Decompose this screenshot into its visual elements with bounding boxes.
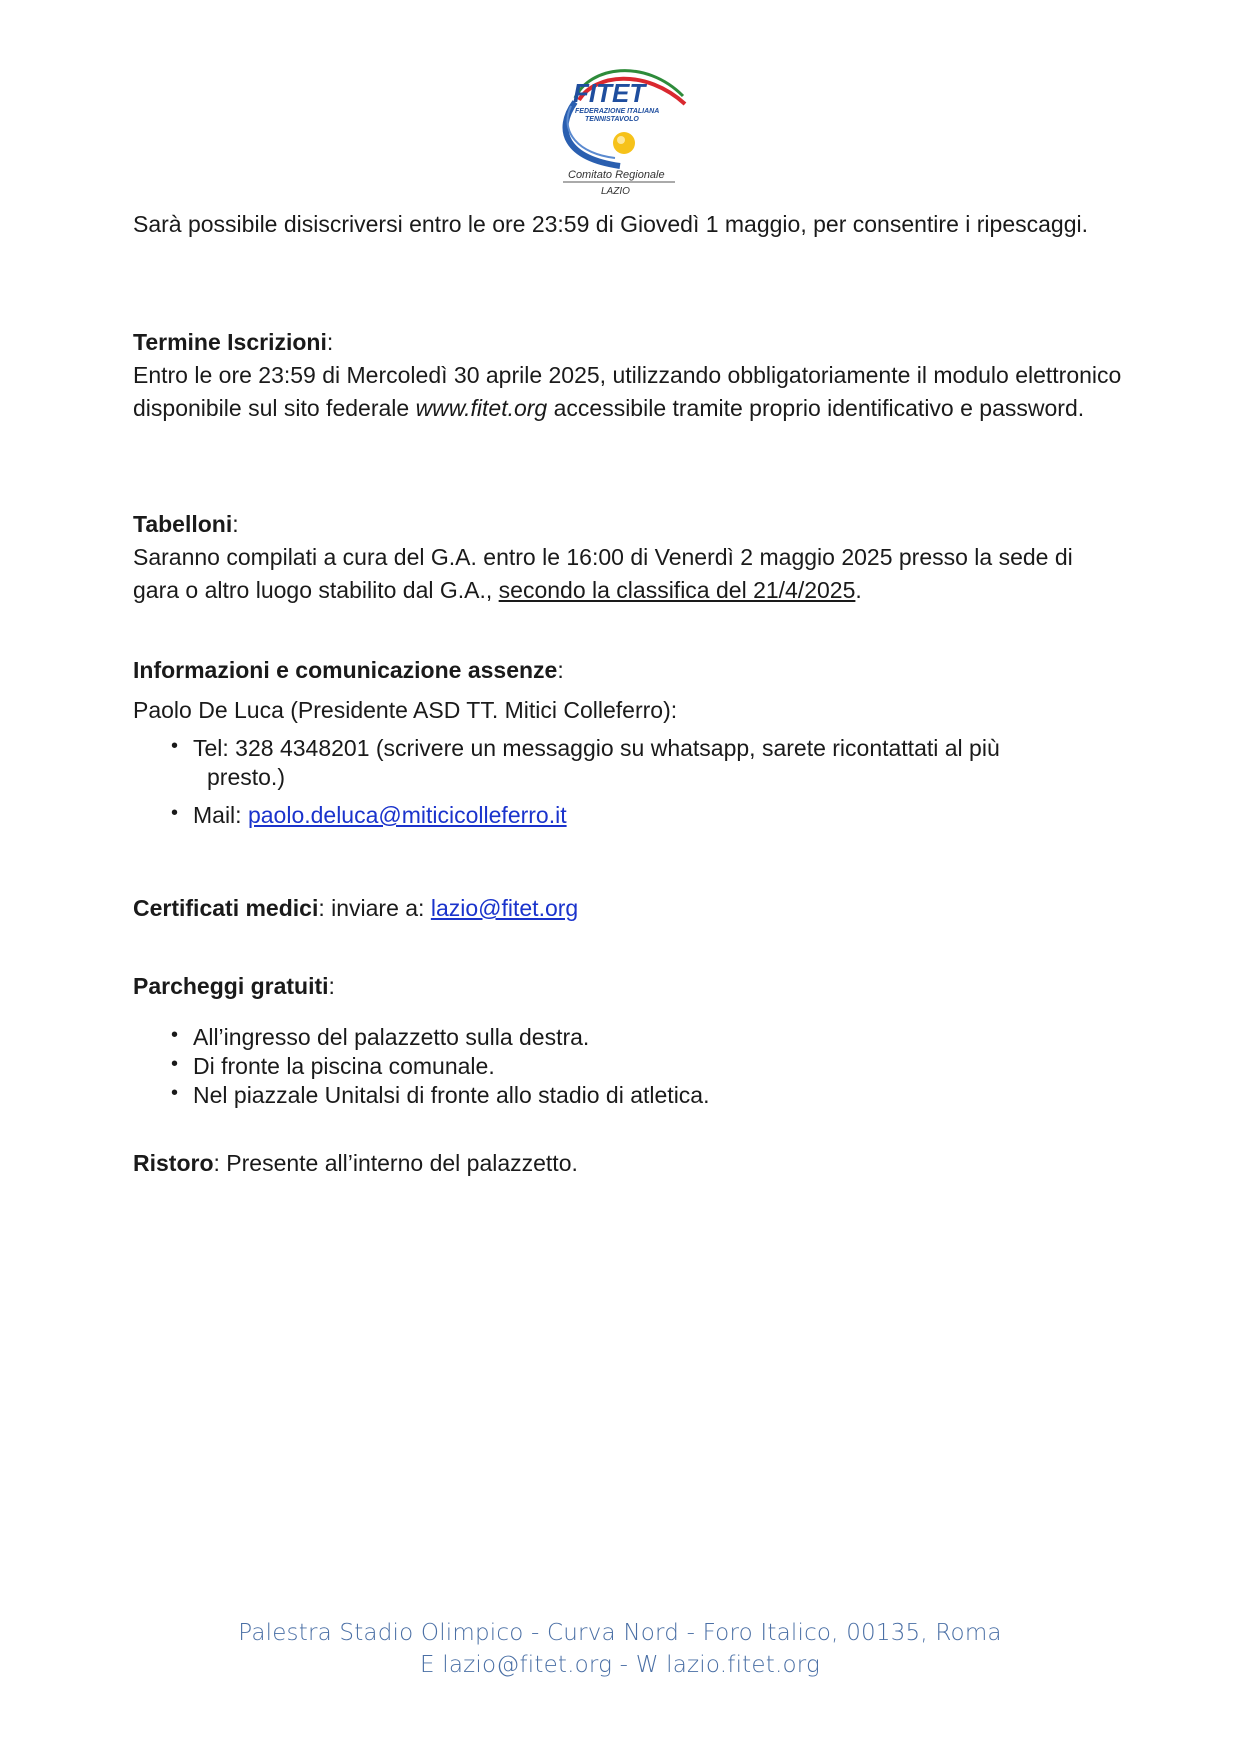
tabelloni-classifica: secondo la classifica del 21/4/2025 (498, 577, 856, 603)
ristoro-heading: Ristoro (133, 1150, 214, 1176)
termine-text (133, 359, 1123, 425)
ristoro-line (133, 1147, 1123, 1180)
parcheggi-heading-line: Parcheggi gratuiti: (133, 973, 335, 999)
termine-text-pre: Entro le ore 23:59 di Mercoledì 30 aprile 2025, utilizzando obbligatoriamente il modulo elettronico disponibile sul sito federale (133, 362, 1122, 421)
certificati-heading: Certificati medici (133, 895, 319, 921)
certificati-text: : inviare a: (318, 895, 431, 921)
certificati-section (133, 892, 1123, 925)
intro-text: Sarà possibile disiscriversi entro le ore 23:59 di Giovedì 1 maggio, per consentire i ripescaggi. (133, 211, 1088, 237)
tabelloni-text-pre: Saranno compilati a cura del G.A. entro le 16:00 di Venerdì 2 maggio 2025 presso la sede di gara o altro luogo stabilito dal G.A., (133, 544, 1073, 603)
info-tel: Tel: 328 4348201 (scrivere un messaggio su whatsapp, sarete ricontattati al più (193, 735, 1000, 761)
info-mail-link[interactable]: paolo.deluca@miticicolleferro.it (247, 802, 567, 828)
logo-committee: Comitato Regionale (568, 169, 665, 181)
footer-contacts: E lazio@fitet.org - W lazio.fitet.org (420, 1652, 820, 1678)
fitet-logo (545, 58, 695, 204)
termine-section (133, 326, 1123, 425)
tabelloni-text (133, 541, 1123, 607)
info-section (133, 654, 1123, 832)
tabelloni-heading: Tabelloni (133, 511, 233, 537)
info-heading-line: Informazioni e comunicazione assenze: (133, 657, 564, 683)
intro-block (133, 208, 1123, 241)
info-contact: Paolo De Luca (Presidente ASD TT. Mitici Colleferro): (133, 697, 678, 723)
ristoro-section (133, 1147, 1123, 1180)
tabelloni-heading-line: Tabelloni: (133, 511, 239, 537)
ristoro-text: : Presente all’interno del palazzetto. (213, 1150, 578, 1176)
logo-subtitle-1: FEDERAZIONE ITALIANA (575, 108, 660, 115)
parcheggi-item-2: • Di fronte la piscina comunale. (133, 1052, 1123, 1081)
logo-brand: FITET (573, 78, 646, 108)
info-tel-cont: presto.) (207, 764, 285, 790)
footer-address: Palestra Stadio Olimpico - Curva Nord - Foro Italico, 00135, Roma (238, 1620, 1002, 1646)
info-mail-item (133, 799, 1123, 832)
parcheggi-list (133, 1023, 1123, 1110)
footer (0, 1617, 1240, 1681)
certificati-email-link[interactable]: lazio@fitet.org (430, 895, 579, 921)
parcheggi-item-1: • All’ingresso del palazzetto sulla destra. (133, 1023, 1123, 1052)
termine-text-post: accessibile tramite proprio identificativo e password. (547, 395, 1085, 421)
certificati-line (133, 892, 1123, 925)
info-heading: Informazioni e comunicazione assenze (133, 657, 558, 683)
termine-site: www.fitet.org (415, 395, 548, 421)
info-mail-label: Mail: (193, 802, 248, 828)
termine-heading-line: Termine Iscrizioni: (133, 329, 334, 355)
termine-heading: Termine Iscrizioni (133, 329, 327, 355)
parcheggi-section (133, 970, 1123, 1110)
tabelloni-section (133, 508, 1123, 607)
logo-region: LAZIO (601, 186, 630, 197)
info-tel-item (133, 734, 1123, 792)
logo-subtitle-2: TENNISTAVOLO (585, 116, 639, 123)
parcheggi-item-3: • Nel piazzale Unitalsi di fronte allo stadio di atletica. (133, 1081, 1123, 1110)
parcheggi-heading: Parcheggi gratuiti (133, 973, 329, 999)
tabelloni-text-post: . (855, 577, 862, 603)
